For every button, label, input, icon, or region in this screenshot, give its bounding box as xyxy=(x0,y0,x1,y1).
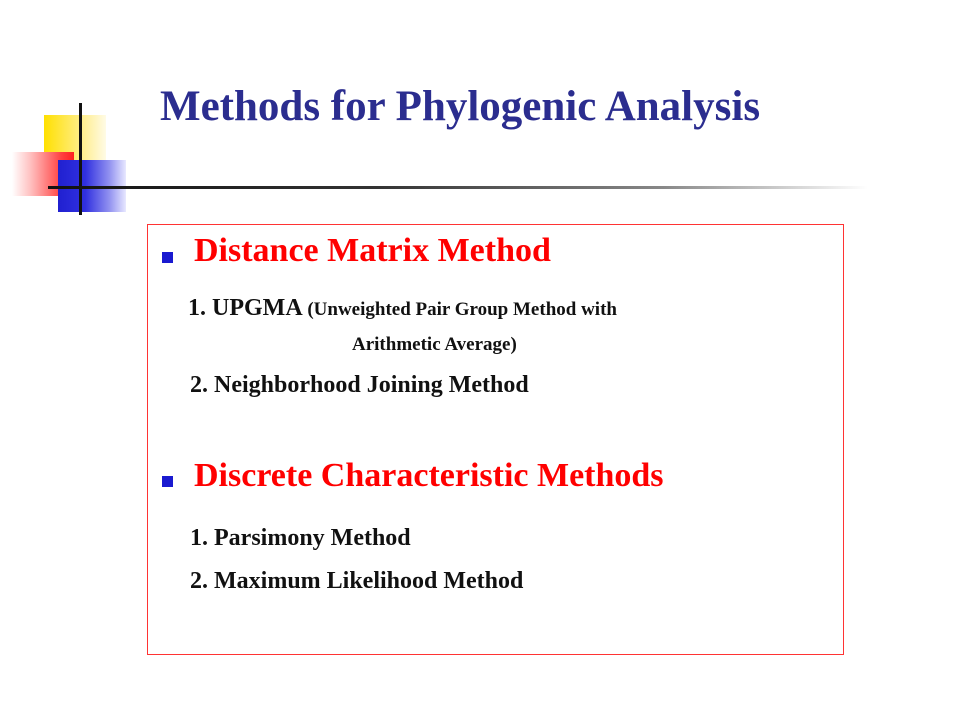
bullet-square-icon xyxy=(162,476,173,487)
section-heading-discrete-characteristic: Discrete Characteristic Methods xyxy=(194,457,664,494)
list-item-maximum-likelihood: 2. Maximum Likelihood Method xyxy=(190,568,524,594)
slide-title: Methods for Phylogenic Analysis xyxy=(160,83,761,130)
list-item-neighborhood-joining: 2. Neighborhood Joining Method xyxy=(190,372,529,398)
horizontal-rule-decoration xyxy=(48,186,868,189)
list-item-parsimony: 1. Parsimony Method xyxy=(190,525,411,551)
vertical-rule-decoration xyxy=(79,103,82,215)
upgma-note-line1: (Unweighted Pair Group Method with xyxy=(307,299,617,320)
bullet-square-icon xyxy=(162,252,173,263)
section-heading-distance-matrix: Distance Matrix Method xyxy=(194,232,551,269)
upgma-note-line2: Arithmetic Average) xyxy=(352,334,517,355)
list-item-upgma xyxy=(188,295,617,322)
upgma-label: 1. UPGMA xyxy=(188,295,302,321)
